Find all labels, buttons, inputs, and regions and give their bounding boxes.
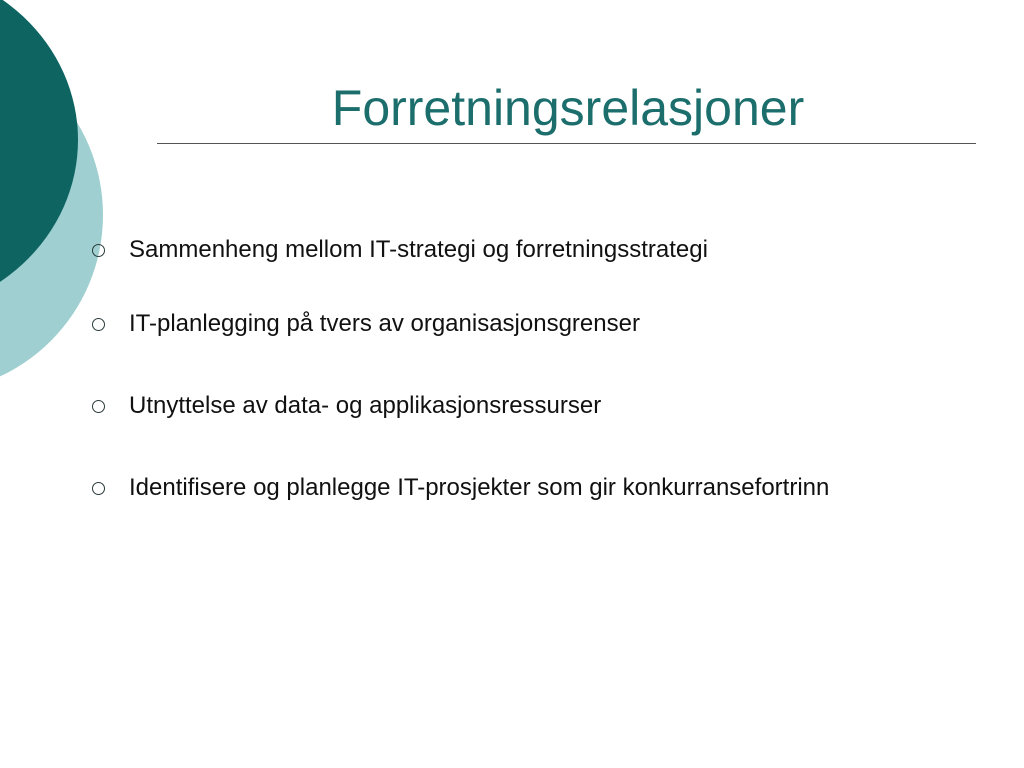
- bullet-item: [88, 471, 1008, 505]
- bullet-text: Utnyttelse av data- og applikasjonsressurser: [129, 392, 602, 419]
- bullet-item: [88, 233, 1008, 267]
- bullet-text: Sammenheng mellom IT-strategi og forretningsstrategi: [129, 236, 708, 263]
- hollow-circle-bullet-icon: [92, 244, 105, 257]
- title-underline: [157, 143, 976, 144]
- hollow-circle-bullet-icon: [92, 318, 105, 331]
- slide-title: Forretningsrelasjoner: [331, 80, 805, 136]
- bullet-item: [88, 307, 1008, 341]
- hollow-circle-bullet-icon: [92, 482, 105, 495]
- bullet-item: [88, 389, 1008, 423]
- bullet-text: Identifisere og planlegge IT-prosjekter som gir konkurransefortrinn: [129, 474, 830, 501]
- hollow-circle-bullet-icon: [92, 400, 105, 413]
- bullet-text: IT-planlegging på tvers av organisasjonsgrenser: [129, 310, 640, 337]
